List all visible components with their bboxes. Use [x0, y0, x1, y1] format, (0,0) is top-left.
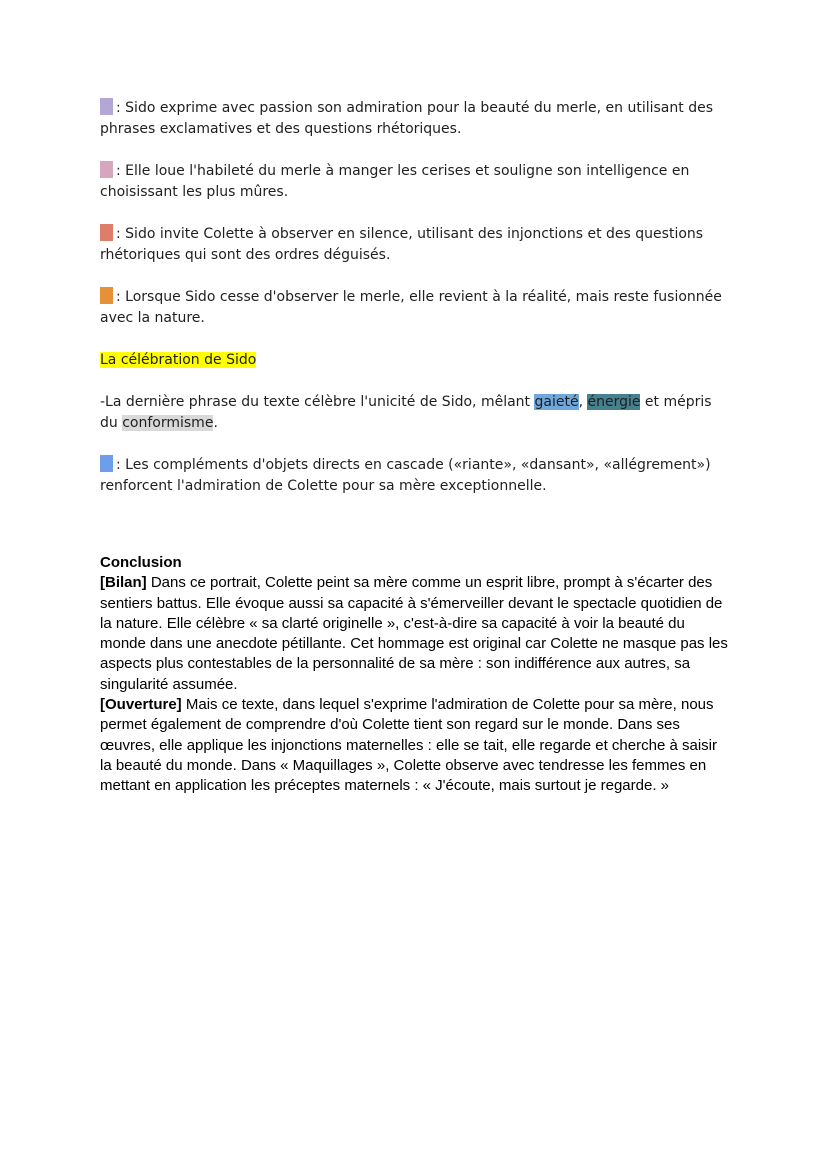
pink-square-icon	[100, 161, 113, 178]
conclusion-title: Conclusion	[100, 554, 182, 571]
ouverture-text: Mais ce texte, dans lequel s'exprime l'admiration de Colette pour sa mère, nous permet également de comprendre d'où Colette tient son regard sur le monde. Dans ses œuvres, elle applique les injonctions maternelles : elle se tait, elle regarde et cherche à saisir la beauté du monde. Dans « Maquillages », Colette observe avec tendresse les femmes en mettant en application les préceptes maternels : « J'écoute, mais surtout je regarde. »	[100, 696, 717, 795]
ouverture-paragraph	[100, 695, 732, 796]
section-heading	[100, 350, 732, 371]
document-page	[100, 98, 732, 797]
annotation-text: : Elle loue l'habileté du merle à manger les cerises et souligne son intelligence en choisissant les plus mûres.	[100, 163, 690, 200]
bilan-text: Dans ce portrait, Colette peint sa mère comme un esprit libre, prompt à s'écarter des sentiers battus. Elle évoque aussi sa capacité à s'émerveiller devant le spectacle quotidien de la nature. Elle célèbre « sa clarté originelle », c'est-à-dire sa capacité à voir la beauté du monde dans une anecdote pétillante. Cet hommage est original car Colette ne masque pas les aspects plus contestables de la personnalité de sa mère : son indifférence aux autres, sa singularité assumée.	[100, 574, 728, 693]
highlight-conformisme: conformisme	[122, 415, 214, 431]
annotation-item-blue	[100, 455, 732, 497]
annotation-text: : Sido invite Colette à observer en silence, utilisant des injonctions et des questions rhétoriques qui sont des ordres déguisés.	[100, 226, 704, 263]
sentence-middle: et mépris du	[100, 394, 712, 431]
sentence-comma: ,	[578, 394, 588, 410]
orange-square-icon	[100, 287, 113, 304]
celebration-sentence	[100, 392, 732, 434]
bilan-label: [Bilan]	[100, 574, 147, 592]
annotation-item-purple	[100, 98, 732, 140]
bilan-paragraph	[100, 573, 732, 695]
annotation-item-pink	[100, 161, 732, 203]
sentence-end: .	[213, 415, 218, 431]
annotation-item-red	[100, 224, 732, 266]
blue-square-icon	[100, 455, 113, 472]
annotation-text: : Sido exprime avec passion son admiration pour la beauté du merle, en utilisant des phrases exclamatives et des questions rhétoriques.	[100, 100, 713, 137]
ouverture-label: [Ouverture]	[100, 696, 182, 714]
purple-square-icon	[100, 98, 113, 115]
annotation-text: : Lorsque Sido cesse d'observer le merle, elle revient à la réalité, mais reste fusionnée avec la nature.	[100, 289, 722, 326]
conclusion-section	[100, 553, 732, 797]
annotation-item-orange	[100, 287, 732, 329]
sentence-start: -La dernière phrase du texte célèbre l'unicité de Sido, mêlant	[100, 394, 535, 410]
section-heading-text: La célébration de Sido	[100, 352, 257, 368]
highlight-gaiete: gaieté	[534, 394, 579, 410]
red-square-icon	[100, 224, 113, 241]
annotation-text: : Les compléments d'objets directs en cascade («riante», «dansant», «allégrement») renforcent l'admiration de Colette pour sa mère exceptionnelle.	[100, 457, 711, 494]
highlight-energie: énergie	[587, 394, 641, 410]
